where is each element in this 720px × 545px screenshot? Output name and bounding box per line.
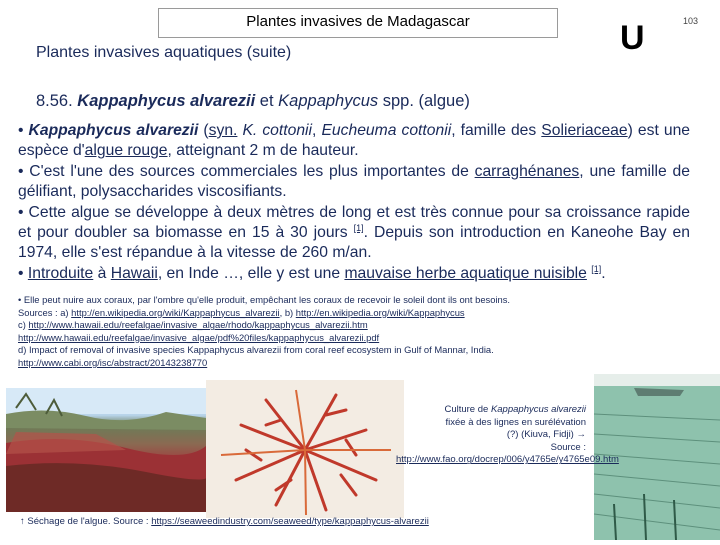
heading-middle: et — [255, 92, 279, 110]
text-fragment: . Depuis son introduction en Kaneohe Bay en 1974, elle s'est répandue à la vitesse de 260 m/an. — [18, 224, 690, 262]
red-algae-illustration — [206, 380, 404, 518]
text-fragment: à — [93, 264, 111, 282]
page-title-box — [158, 8, 558, 38]
bullet: • — [18, 122, 29, 139]
synonym-2: Eucheuma cottonii — [321, 122, 452, 139]
source-c2-line — [18, 332, 688, 345]
heading-suffix: spp. (algue) — [378, 92, 470, 110]
source-link-c1[interactable]: http://www.hawaii.edu/reefalgae/invasive_algae/rhodo/kappaphycus_alvarezii.htm — [28, 319, 368, 331]
mauvaise-herbe-link[interactable]: mauvaise herbe aquatique nuisible — [344, 264, 587, 282]
heading-genus: Kappaphycus — [278, 92, 379, 110]
text-fragment: • Cette algue se développe à deux mètres de long et est très connue pour sa croissance rapide et pour doubler sa biomasse en 15 à 30 jours — [18, 203, 690, 242]
paren-open: ( — [203, 122, 209, 139]
sources-line — [18, 307, 688, 320]
bullet: • — [18, 264, 28, 282]
text-fragment: • C'est l'une des sources commerciales les plus importantes de — [18, 162, 475, 180]
culture-caption — [396, 404, 619, 467]
text-fragment: . — [601, 264, 606, 282]
source-d-line: d) Impact of removal of invasive species Kappaphycus alvarezii from coral reef ecosystem in Gulf of Mannar, India. — [18, 344, 494, 356]
fao-source-link[interactable]: http://www.fao.org/docrep/006/y4765e/y4765e09.htm — [396, 454, 619, 466]
reference-link[interactable]: [1] — [353, 222, 364, 233]
text-fragment: , une famille de gélifiant, polysaccharides viscosifiants. — [18, 162, 690, 201]
reference-link[interactable]: [1] — [591, 263, 602, 274]
sources-prefix: Sources : a) — [18, 306, 72, 318]
hawaii-link[interactable]: Hawaii — [110, 264, 158, 282]
note-line: • Elle peut nuire aux coraux, par l'ombre qu'elle produit, empêchant les coraux de recevoir le soleil dont ils ont besoins. — [18, 294, 511, 305]
page-number: 103 — [683, 16, 699, 26]
caption-line: Source : — [550, 441, 586, 453]
page-title: Plantes invasives de Madagascar — [246, 13, 470, 30]
sources-block — [18, 294, 688, 370]
species-name: Kappaphycus alvarezii — [28, 122, 199, 139]
paragraph-3 — [18, 203, 690, 264]
source-link-d[interactable]: http://www.cabi.org/isc/abstract/20143238770 — [18, 356, 208, 368]
heading-prefix: 8.56. — [36, 92, 78, 110]
family-link[interactable]: Solieriaceae — [541, 122, 628, 139]
source-link-b[interactable]: http://en.wikipedia.org/wiki/Kappaphycus — [295, 306, 465, 318]
subtitle: Plantes invasives aquatiques (suite) — [36, 44, 292, 61]
caption-line — [396, 404, 586, 417]
text-fragment: , en Inde …, elle y est une — [157, 264, 345, 282]
red-algae-photo — [206, 380, 404, 518]
synonym-text: K. cottonii — [237, 122, 313, 139]
famille-text: , famille des — [451, 122, 542, 139]
caption-species: Kappaphycus alvarezii — [490, 404, 586, 415]
caption-line: fixée à des lignes en surélévation — [445, 416, 586, 428]
heading-species-name: Kappaphycus alvarezii — [77, 92, 256, 110]
drying-seaweed-photo — [6, 388, 206, 512]
text-fragment: , atteignant 2 m de hauteur. — [167, 142, 359, 160]
drying-seaweed-illustration — [6, 388, 206, 512]
carraghenanes-link[interactable]: carraghénanes — [474, 162, 580, 180]
algue-rouge-link[interactable]: algue rouge — [84, 142, 168, 160]
syn-link[interactable]: syn. — [208, 122, 238, 139]
text-fragment: , b) — [279, 306, 296, 318]
text-fragment: ↑ Séchage de l'algue. Source : — [20, 516, 152, 527]
paragraph-2 — [18, 162, 690, 203]
caption-line — [396, 454, 619, 467]
seaweedindustry-link[interactable]: https://seaweedindustry.com/seaweed/type/kappaphycus-alvarezii — [151, 516, 429, 527]
main-text — [18, 121, 690, 284]
source-d-link-line — [18, 357, 688, 370]
text-fragment: c) — [18, 319, 29, 331]
paragraph-1 — [18, 121, 690, 162]
text-fragment: Culture de — [444, 404, 491, 415]
source-link-a[interactable]: http://en.wikipedia.org/wiki/Kappaphycus_alvarezii — [71, 306, 280, 318]
text-fragment: ) est une espèce d' — [18, 122, 691, 160]
drying-caption — [20, 516, 429, 527]
paragraph-4 — [18, 264, 690, 284]
section-letter: U — [620, 19, 645, 57]
source-c-line — [18, 319, 688, 332]
introduite-link[interactable]: Introduite — [27, 264, 94, 282]
separator: , — [312, 122, 322, 139]
source-link-c2[interactable]: http://www.hawaii.edu/reefalgae/invasive_algae/pdf%20files/kappaphycus_alvarezii.pdf — [18, 331, 380, 343]
caption-line: (?) (Kiuva, Fidji) → — [506, 429, 586, 441]
species-heading — [36, 92, 470, 111]
